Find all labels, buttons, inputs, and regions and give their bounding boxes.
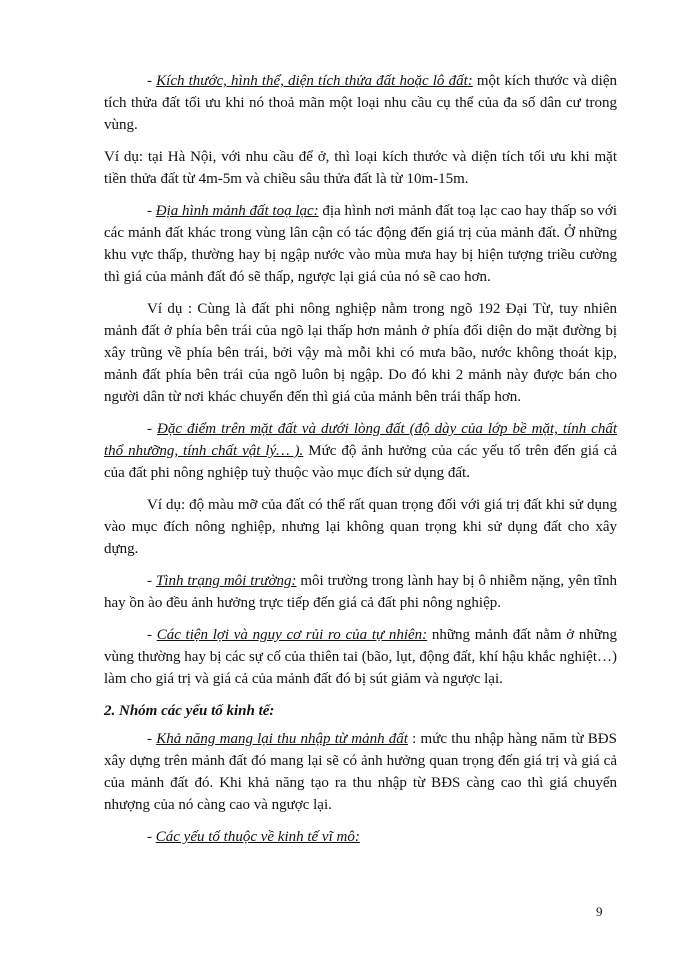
- document-body: [104, 70, 617, 858]
- term-income: Khả năng mang lại thu nhập từ mảnh đất: [156, 731, 408, 747]
- paragraph-terrain: - Địa hình mảnh đất toạ lạc: địa hình nơi mảnh đất toạ lạc cao hay thấp so với các mảnh đất khác trong vùng lân cận có tác động đến giá trị của mảnh đất. Ở những khu vực thấp, thường hay bị ngập nước vào mùa mưa hay bị hiện tượng triều cường thì giá của mảnh đất đó sẽ thấp, ngược lại giá của nó sẽ cao hơn.: [104, 203, 617, 285]
- paragraph-example-fertility: Ví dụ: độ màu mỡ của đất có thể rất quan trọng đối với giá trị đất khi sử dụng vào mục đích nông nghiệp, nhưng lại không quan trọng khi sử dụng đất cho xây dựng.: [104, 497, 617, 557]
- term-size-shape: Kích thước, hình thể, diện tích thửa đất hoặc lô đất:: [156, 73, 473, 89]
- paragraph-example-hanoi: Ví dụ: tại Hà Nội, với nhu cầu để ở, thì loại kích thước và diện tích tối ưu khi mặt tiền thửa đất từ 4m-5m và chiều sâu thửa đất là từ 10m-15m.: [104, 149, 617, 187]
- term-surface-features: Đặc điểm trên mặt đất và dưới lòng đất (độ dày của lớp bề mặt, tính chất thổ nhưỡng, tính chất vật lý… ).: [104, 421, 617, 459]
- paragraph-income: - Khả năng mang lại thu nhập từ mảnh đất : mức thu nhập hàng năm từ BĐS xây dựng trên mảnh đất đó mang lại sẽ có ảnh hưởng quan trọng đến giá trị và giá cả của mảnh đất đó. Khi khả năng tạo ra thu nhập từ BĐS càng cao thì giá chuyển nhượng của nó càng cao và ngược lại.: [104, 731, 617, 813]
- term-terrain: Địa hình mảnh đất toạ lạc:: [155, 203, 319, 219]
- term-macro: Các yếu tố thuộc về kinh tế vĩ mô:: [155, 829, 360, 845]
- paragraph-macro: - Các yếu tố thuộc về kinh tế vĩ mô:: [147, 829, 360, 845]
- paragraph-environment: - Tình trạng môi trường: môi trường trong lành hay bị ô nhiễm nặng, yên tĩnh hay ồn ào đều ảnh hưởng trực tiếp đến giá cả đất phi nông nghiệp.: [104, 573, 618, 611]
- term-environment: Tình trạng môi trường:: [155, 573, 297, 589]
- page-number: 9: [596, 904, 603, 919]
- paragraph-natural-risks: - Các tiện lợi và nguy cơ rủi ro của tự nhiên: những mảnh đất nằm ở những vùng thường hay bị các sự cố của thiên tai (bão, lụt, động đất, khí hậu khắc nghiệt…) làm cho giá trị và giá cả của mảnh đất đó bị sút giảm và ngược lại.: [104, 627, 617, 687]
- term-natural-risks: Các tiện lợi và nguy cơ rủi ro của tự nhiên:: [156, 627, 428, 643]
- paragraph-example-alley: Ví dụ : Cùng là đất phi nông nghiệp nằm trong ngõ 192 Đại Từ, tuy nhiên mảnh đất ở phía bên trái của ngõ lại thấp hơn mảnh ở phía đối diện do mặt đường bị xây trũng về phía bên trái, bởi vậy mà mỗi khi có mưa bão, nước không thoát kịp, mảnh đất phía bên trái của ngõ luôn bị ngập. Do đó khi 2 mảnh này được bán cho người dân từ nơi khác chuyển đến thì giá của mảnh bên trái thấp hơn.: [104, 301, 617, 405]
- paragraph-size-shape: - Kích thước, hình thể, diện tích thửa đất hoặc lô đất: một kích thước và diện tích thửa đất tối ưu khi nó thoả mãn một loại nhu cầu cụ thể của đa số dân cư trong vùng.: [104, 73, 618, 133]
- section-heading-economic: 2. Nhóm các yếu tố kinh tế:: [104, 703, 275, 719]
- paragraph-surface-features: - Đặc điểm trên mặt đất và dưới lòng đất (độ dày của lớp bề mặt, tính chất thổ nhưỡng, tính chất vật lý… ). Mức độ ảnh hưởng của các yếu tố trên đến giá cả của đất phi nông nghiệp tuỳ thuộc vào mục đích sử dụng đất.: [104, 421, 618, 481]
